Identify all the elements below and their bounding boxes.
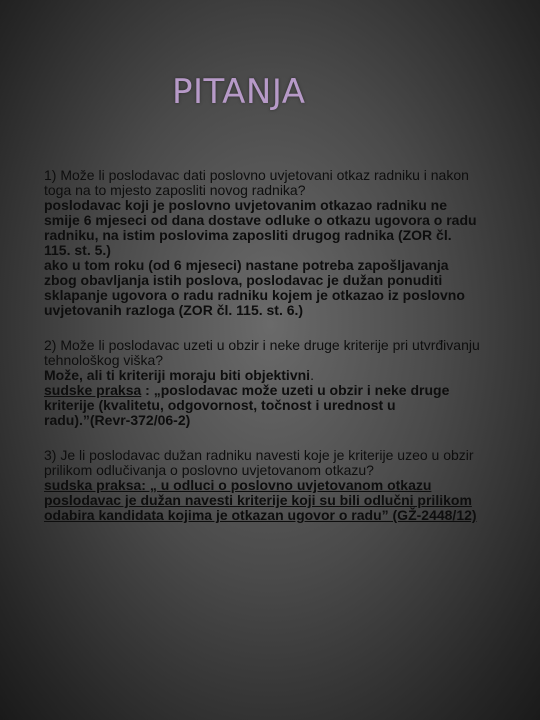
question-2: 2) Može li poslodavac uzeti u obzir i neke druge kriterije pri utvrđivanju tehnološkog viška?: [44, 337, 480, 368]
question-block-1: [44, 168, 480, 318]
answer-2-part-1-text: Može, ali ti kriteriji moraju biti objektivni: [44, 367, 311, 383]
question-1: 1) Može li poslodavac dati poslovno uvjetovani otkaz radniku i nakon toga na to mjesto zaposliti novog radnika?: [44, 167, 469, 198]
question-block-2: [44, 338, 480, 428]
answer-2-part-2-text: : „poslodavac može uzeti u obzir i neke druge kriterije (kvalitetu, odgovornost, točnost i urednost u radu).”(Revr-372/06-2): [44, 382, 450, 428]
answer-1-part-2: ako u tom roku (od 6 mjeseci) nastane potreba zapošljavanja zbog obavljanja istih poslova, poslodavac je dužan ponuditi sklapanje ugovora o radu radniku kojem je otkazao iz poslovno uvjetovanih razloga (ZOR čl. 115. st. 6.): [44, 257, 465, 318]
slide-title: PITANJA: [172, 72, 306, 112]
court-practice-label: sudske praksa: [44, 382, 142, 398]
answer-2-part-2: [44, 383, 480, 428]
question-block-3: [44, 448, 480, 523]
answer-1-part-1: poslodavac koji je poslovno uvjetovanim otkazao radniku ne smije 6 mjeseci od dana dostave odluke o otkazu ugovora o radu radniku, na istim poslovima zaposliti drugog radnika (ZOR čl. 115. st. 5.): [44, 197, 477, 258]
answer-3: sudska praksa: „ u odluci o poslovno uvjetovanom otkazu poslodavac je dužan navesti kriterije koji su bili odlučni prilikom odabira kandidata kojima je otkazan ugovor o radu” (GŽ-2448/12): [44, 477, 477, 523]
slide-content: [44, 168, 480, 543]
question-3: 3) Je li poslodavac dužan radniku navesti koje je kriterije uzeo u obzir prilikom odlučivanja o poslovno uvjetovanom otkazu?: [44, 447, 474, 478]
answer-2-part-1-tail: .: [310, 367, 314, 383]
answer-2-part-1: [44, 368, 480, 383]
